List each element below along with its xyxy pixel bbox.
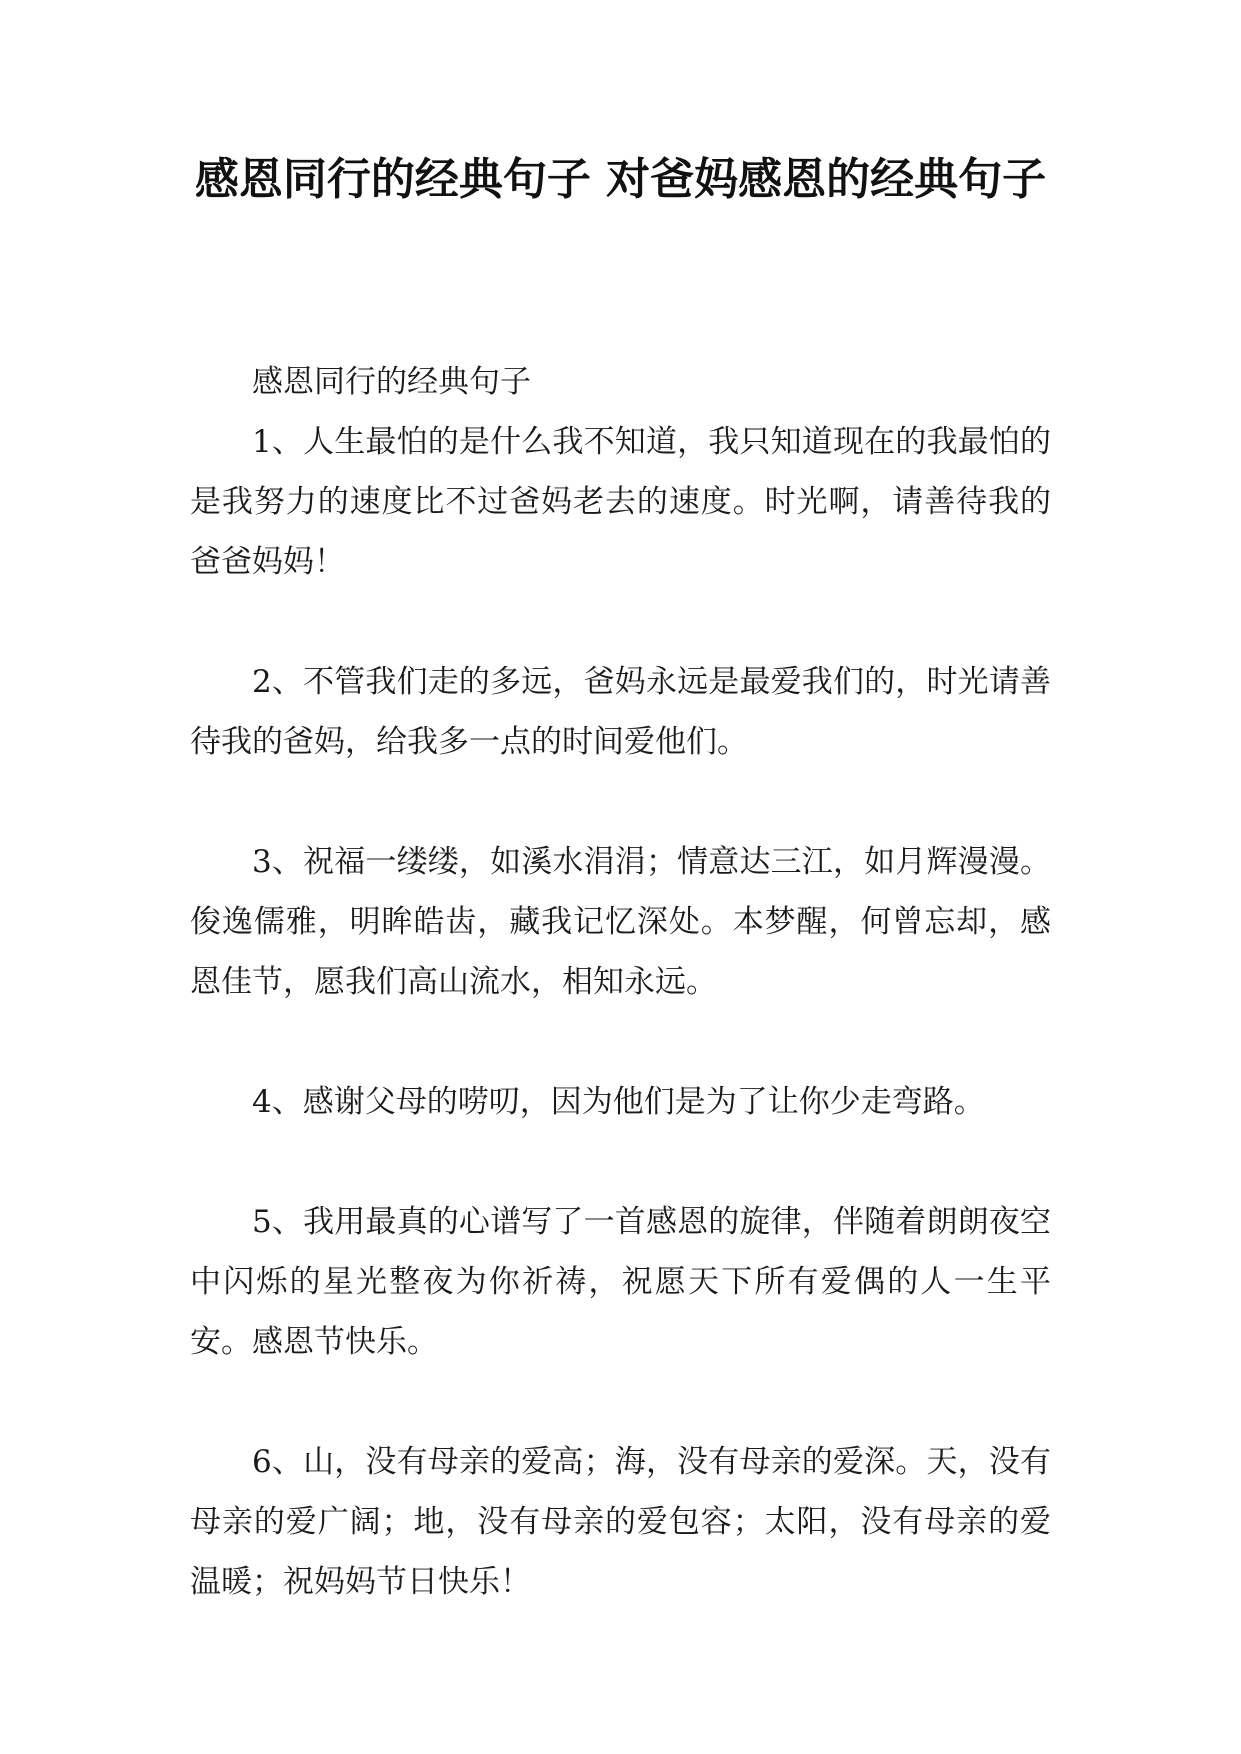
document-body: [190, 352, 1051, 1612]
paragraph-item: 1、人生最怕的是什么我不知道，我只知道现在的我最怕的是我努力的速度比不过爸妈老去的速度。时光啊，请善待我的爸爸妈妈！: [190, 424, 1051, 580]
paragraph-item: 2、不管我们走的多远，爸妈永远是最爱我们的，时光请善待我的爸妈，给我多一点的时间爱他们。: [190, 664, 1051, 760]
page-title: 感恩同行的经典句子 对爸妈感恩的经典句子: [194, 154, 1047, 205]
section-heading: 感恩同行的经典句子: [252, 364, 531, 400]
paragraph-item: 6、山，没有母亲的爱高；海，没有母亲的爱深。天，没有母亲的爱广阔；地，没有母亲的爱包容；太阳，没有母亲的爱温暖；祝妈妈节日快乐！: [190, 1444, 1051, 1600]
paragraph-item: 4、感谢父母的唠叨，因为他们是为了让你少走弯路。: [252, 1084, 985, 1120]
paragraph-item: 5、我用最真的心谱写了一首感恩的旋律，伴随着朗朗夜空中闪烁的星光整夜为你祈祷，祝愿天下所有爱偶的人一生平安。感恩节快乐。: [190, 1204, 1051, 1360]
paragraph-item: 3、祝福一缕缕，如溪水涓涓；情意达三江，如月辉漫漫。俊逸儒雅，明眸皓齿，藏我记忆深处。本梦醒，何曾忘却，感恩佳节，愿我们高山流水，相知永远。: [190, 844, 1051, 1000]
